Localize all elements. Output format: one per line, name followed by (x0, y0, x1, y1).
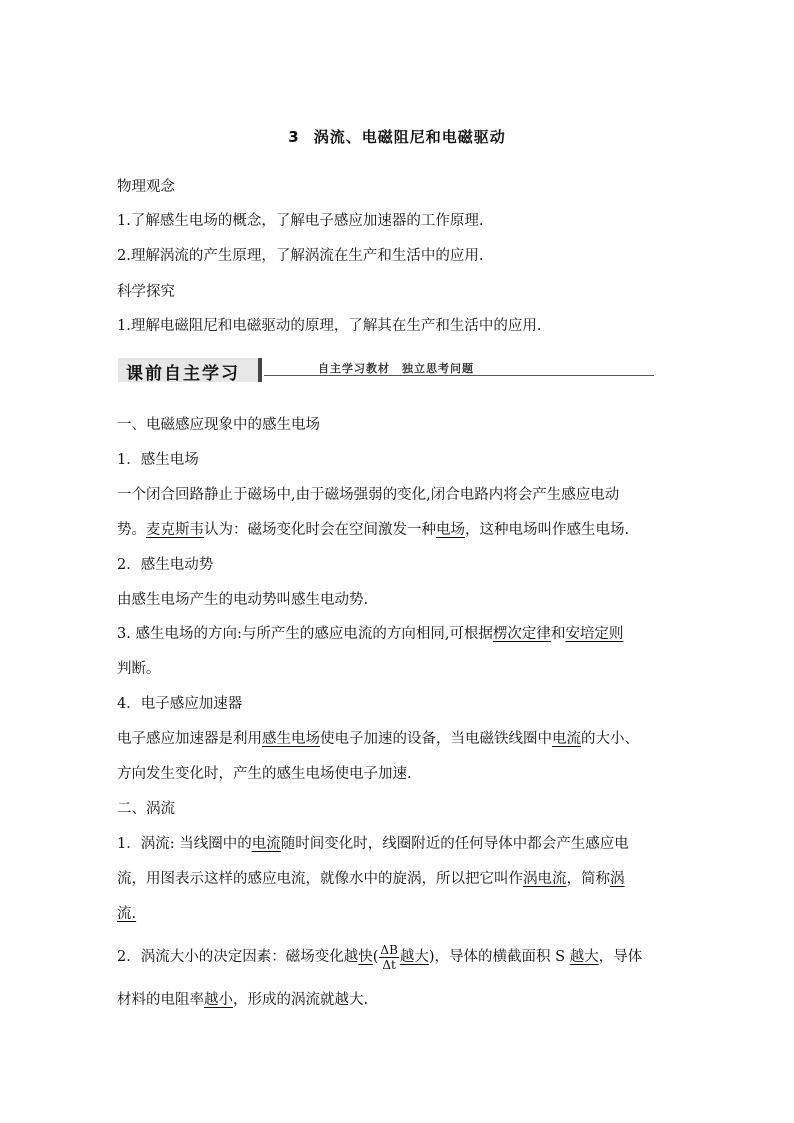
answer-induced-field: 感生电场 (262, 731, 320, 747)
lesson-title: 涡流、电磁阻尼和电磁驱动 (313, 128, 506, 146)
text-run: 3. 感生电场的方向:与所产生的感应电流的方向相同,可根据 (117, 626, 493, 642)
answer-electric-field: 电场 (436, 522, 465, 538)
objective-heading-2: 科学探究 (117, 284, 175, 300)
text-run: ，简称 (566, 871, 610, 887)
answer-fast: 快 (358, 949, 373, 965)
text-run: 的大小、 (581, 731, 639, 747)
objective-item-3: 1.理解电磁阻尼和电磁驱动的原理，了解其在生产和生活中的应用. (117, 318, 542, 334)
section2-q2-line2 (117, 990, 687, 1010)
section1-p2-heading: 2．感生电动势 (117, 557, 214, 573)
answer-larger-area: 越大 (569, 949, 599, 965)
objective-heading-1: 物理观念 (117, 179, 175, 195)
text-run: 2．涡流大小的决定因素：磁场变化越 (117, 949, 359, 965)
answer-current: 电流 (251, 836, 281, 852)
section2-q1-line2 (117, 869, 687, 889)
objective-item-1: 1.了解感生电场的概念，了解电子感应加速器的工作原理. (117, 213, 484, 229)
section2-q1-line3 (117, 904, 687, 924)
objective-item-2: 2.理解涡流的产生原理，了解涡流在生产和生活中的应用. (117, 248, 484, 264)
answer-eddy-short-2: 流. (117, 906, 137, 922)
answer-smaller: 越小 (204, 992, 233, 1008)
text-run: ，形成的涡流就越大. (233, 992, 369, 1008)
text-run: 电子感应加速器是利用 (117, 731, 262, 747)
answer-maxwell: 麦克斯韦 (146, 522, 204, 538)
fraction-denominator: Δt (382, 957, 396, 972)
lesson-number: 3 (288, 128, 300, 146)
section1-p1-line1: 一个闭合回路静止于磁场中,由于磁场强弱的变化,闭合电路内将会产生感应电动 (117, 487, 620, 503)
section-banner (118, 356, 655, 386)
banner-title: 课前自主学习 (126, 364, 240, 384)
section1-heading: 一、电磁感应现象中的感生电场 (117, 417, 320, 433)
answer-lenz-law: 楞次定律 (492, 626, 551, 642)
answer-current: 电流 (552, 731, 581, 747)
section2-q2-line1 (117, 942, 687, 972)
text-run: ( (372, 949, 379, 965)
section1-p4-line2: 方向发生变化时，产生的感生电场使电子加速. (117, 766, 412, 782)
section1-p1-line2 (117, 520, 687, 540)
text-run: ，这种电场叫作感生电场. (465, 522, 630, 538)
fraction-numerator: ΔB (380, 942, 398, 957)
text-run: 使电子加速的设备，当电磁铁线圈中 (320, 731, 552, 747)
page-title (0, 126, 794, 147)
answer-larger: 越大 (399, 949, 429, 965)
section1-p3-line2: 判断。 (117, 661, 161, 677)
banner-subtitle: 自主学习教材 独立思考问题 (318, 362, 474, 375)
answer-ampere-rule: 安培定则 (565, 626, 624, 642)
section1-p1-heading: 1．感生电场 (117, 452, 199, 468)
section1-p2-text: 由感生电场产生的电动势叫感生电动势. (117, 592, 369, 608)
answer-eddy-short-1: 涡 (610, 871, 625, 887)
answer-eddy-current: 涡电流 (523, 871, 567, 887)
section1-p4-heading: 4．电子感应加速器 (117, 696, 243, 712)
text-run: 随时间变化时，线圈附近的任何导体中都会产生感应电 (280, 836, 629, 852)
section2-heading: 二、涡流 (117, 801, 175, 817)
text-run: 认为：磁场变化时会在空间激发一种 (204, 522, 436, 538)
text-run: )，导体的横截面积 S (428, 949, 570, 965)
text-run: ，导体 (598, 949, 643, 965)
text-run: 和 (550, 626, 566, 642)
text-run: 材料的电阻率 (117, 992, 204, 1008)
text-run: 流，用图表示这样的感应电流，就像水中的旋涡，所以把它叫作 (117, 871, 523, 887)
section1-p4-line1 (117, 729, 687, 749)
text-run: 势。 (117, 522, 146, 538)
section2-q1-line1 (117, 834, 687, 854)
fraction-delta-b-over-delta-t (379, 943, 398, 972)
section1-p3-line1 (117, 624, 687, 644)
text-run: 1．涡流: 当线圈中的 (117, 836, 252, 852)
